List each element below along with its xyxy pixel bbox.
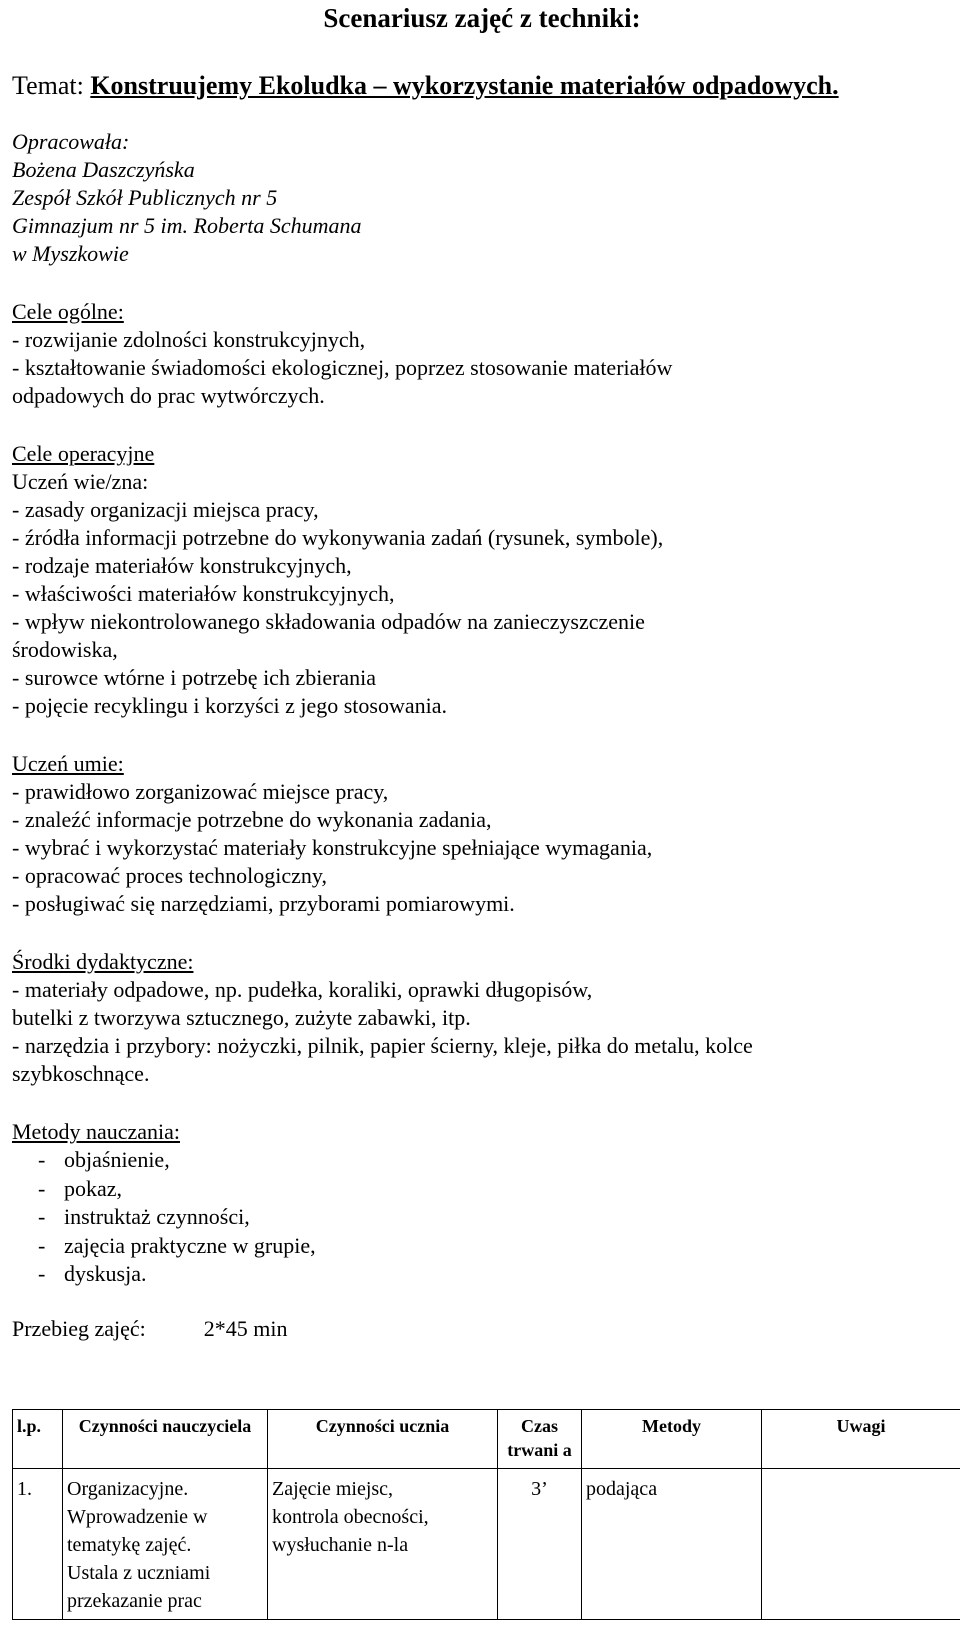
dash-bullet: - xyxy=(38,1147,46,1172)
topic-line xyxy=(12,70,952,102)
general-goal-line: odpadowych do prac wytwórczych. xyxy=(12,383,325,408)
methods-section xyxy=(12,1118,952,1289)
skill-line: - posługiwać się narzędziami, przyborami pomiarowymi. xyxy=(12,891,515,916)
method-item: - objaśnienie, xyxy=(12,1146,952,1175)
lesson-plan-table xyxy=(12,1409,960,1620)
cell-teacher xyxy=(63,1469,268,1620)
cell-notes xyxy=(762,1469,960,1620)
course-line xyxy=(12,1315,952,1343)
cell-line: Wprowadzenie w xyxy=(67,1506,208,1528)
general-goal-line: - rozwijanie zdolności konstrukcyjnych, xyxy=(12,327,366,352)
cell-line: Organizacyjne. xyxy=(67,1478,189,1500)
operational-goal-line: - surowce wtórne i potrzebę ich zbierania xyxy=(12,665,377,690)
operational-goal-line: - wpływ niekontrolowanego składowania odpadów na zanieczyszczenie xyxy=(12,609,645,634)
teaching-aid-line: szybkoschnące. xyxy=(12,1061,150,1086)
skills-heading: Uczeń umie: xyxy=(12,751,124,776)
dash-bullet: - xyxy=(38,1261,46,1286)
method-item: - zajęcia praktyczne w grupie, xyxy=(12,1232,952,1261)
cell-line: tematykę zajęć. xyxy=(67,1534,192,1556)
cell-method: podająca xyxy=(582,1469,762,1620)
author-line: w Myszkowie xyxy=(12,241,129,266)
skill-line: - prawidłowo zorganizować miejsce pracy, xyxy=(12,779,389,804)
method-item: - dyskusja. xyxy=(12,1260,952,1289)
header-teacher: Czynności nauczyciela xyxy=(63,1410,268,1469)
topic-label: Temat: xyxy=(12,71,91,100)
teaching-aid-line: - narzędzia i przybory: nożyczki, pilnik, papier ścierny, kleje, piłka do metalu, kolce xyxy=(12,1033,753,1058)
author-line: Zespół Szkół Publicznych nr 5 xyxy=(12,185,278,210)
document-page xyxy=(12,0,952,1612)
topic-value: Konstruujemy Ekoludka – wykorzystanie materiałów odpadowych. xyxy=(90,71,839,100)
skills-section xyxy=(12,750,952,918)
dash-bullet: - xyxy=(38,1204,46,1229)
dash-bullet: - xyxy=(38,1232,46,1258)
operational-goals-heading: Cele operacyjne xyxy=(12,441,155,466)
general-goal-line: - kształtowanie świadomości ekologicznej, poprzez stosowanie materiałów xyxy=(12,355,673,380)
teaching-aids-section xyxy=(12,948,952,1088)
skill-line: - znaleźć informacje potrzebne do wykonania zadania, xyxy=(12,807,492,832)
header-methods: Metody xyxy=(582,1410,762,1469)
cell-line: Ustala z uczniami xyxy=(67,1562,211,1584)
course-label: Przebieg zajęć: xyxy=(12,1315,146,1341)
operational-goal-line: - źródła informacji potrzebne do wykonywania zadań (rysunek, symbole), xyxy=(12,525,664,550)
skill-line: - wybrać i wykorzystać materiały konstrukcyjne spełniające wymagania, xyxy=(12,835,653,860)
operational-goal-line: środowiska, xyxy=(12,637,118,662)
operational-goal-line: - rodzaje materiałów konstrukcyjnych, xyxy=(12,553,352,578)
dash-bullet: - xyxy=(38,1175,46,1201)
teaching-aid-line: - materiały odpadowe, np. pudełka, koraliki, oprawki długopisów, xyxy=(12,977,593,1002)
document-title: Scenariusz zajęć z techniki: xyxy=(323,3,641,33)
header-notes: Uwagi xyxy=(762,1410,960,1469)
operational-goals-subheading: Uczeń wie/zna: xyxy=(12,469,149,494)
methods-heading: Metody nauczania: xyxy=(12,1119,180,1144)
header-time: Czas trwani a xyxy=(498,1410,582,1469)
author-block xyxy=(12,128,952,268)
cell-line: Zajęcie miejsc, xyxy=(272,1478,394,1500)
cell-line: przekazanie prac xyxy=(67,1590,202,1612)
header-lp: l.p. xyxy=(13,1410,63,1469)
course-duration: 2*45 min xyxy=(203,1315,288,1341)
operational-goal-line: - zasady organizacji miejsca pracy, xyxy=(12,497,319,522)
author-line: Opracowała: xyxy=(12,129,130,154)
general-goals-section xyxy=(12,298,952,410)
author-line: Bożena Daszczyńska xyxy=(12,157,195,182)
operational-goal-line: - właściwości materiałów konstrukcyjnych, xyxy=(12,581,395,606)
cell-line: wysłuchanie n-la xyxy=(272,1534,409,1556)
operational-goal-line: - pojęcie recyklingu i korzyści z jego stosowania. xyxy=(12,693,447,718)
operational-goals-section xyxy=(12,440,952,720)
methods-list xyxy=(12,1146,952,1289)
general-goals-heading: Cele ogólne: xyxy=(12,299,124,324)
method-item: - instruktaż czynności, xyxy=(12,1203,952,1232)
cell-student xyxy=(268,1469,498,1620)
method-item: - pokaz, xyxy=(12,1175,952,1204)
cell-line: kontrola obecności, xyxy=(272,1506,429,1528)
teaching-aids-heading: Środki dydaktyczne: xyxy=(12,949,194,974)
cell-time: 3’ xyxy=(498,1469,582,1620)
skill-line: - opracować proces technologiczny, xyxy=(12,863,327,888)
author-line: Gimnazjum nr 5 im. Roberta Schumana xyxy=(12,213,362,238)
teaching-aid-line: butelki z tworzywa sztucznego, zużyte zabawki, itp. xyxy=(12,1005,471,1030)
table-row xyxy=(13,1469,960,1620)
header-student: Czynności ucznia xyxy=(268,1410,498,1469)
table-header-row xyxy=(13,1410,960,1469)
cell-lp: 1. xyxy=(13,1469,63,1620)
